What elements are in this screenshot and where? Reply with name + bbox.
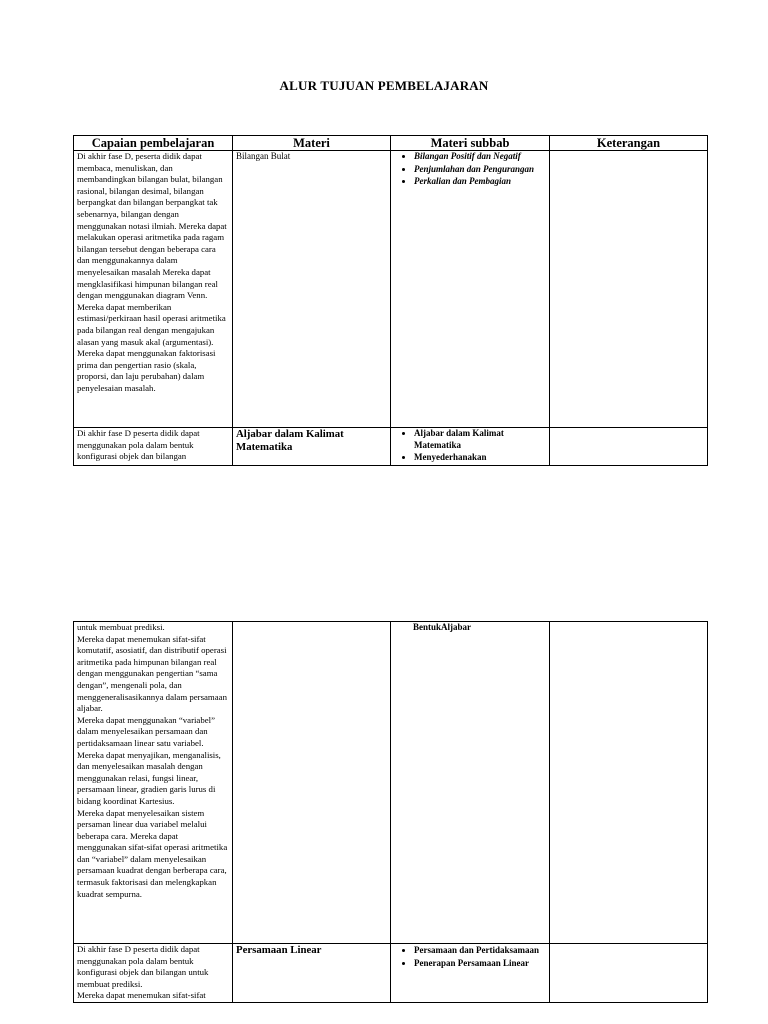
subbab-list <box>394 944 546 969</box>
table-row <box>74 428 708 466</box>
capaian-text: Di akhir fase D, peserta didik dapat membaca, menuliskan, dan membandingkan bilangan bulat, bilangan rasional, bilangan desimal, bilangan berpangkat dan bilangan berpangkat tak sebenarnya, bilangan dengan menggunakan notasi ilmiah. Mereka dapat melakukan operasi aritmetika pada ragam bilangan tersebut dengan beberapa cara dan menggunakannya dalam menyelesaikan masalah Mereka dapat mengklasifikasi himpunan bilangan real dengan menggunakan diagram Venn. Mereka dapat memberikan estimasi/perkiraan hasil operasi aritmetika pada bilangan real dengan mengajukan alasan yang masuk akal (argumentasi). Mereka dapat menggunakan faktorisasi prima dan pengertian rasio (skala, proporsi, dan laju perubahan) dalam penyelesaian masalah. <box>77 151 227 393</box>
table-row <box>74 151 708 428</box>
learning-objectives-table-part-2 <box>73 621 708 1003</box>
list-item: • Penjumlahan dan Pengurangan <box>414 164 546 176</box>
capaian-cell: Di akhir fase D peserta didik dapat menggunakan pola dalam bentuk konfigurasi objek dan bilangan <box>74 428 233 466</box>
header-capaian: Capaian pembelajaran <box>74 136 233 151</box>
list-item: • Penerapan Persamaan Linear <box>414 958 546 970</box>
subbab-list <box>394 151 546 188</box>
materi-cell: Bilangan Bulat <box>233 151 391 428</box>
keterangan-cell <box>550 151 708 428</box>
materi-cell: Aljabar dalam Kalimat Matematika <box>233 428 391 466</box>
capaian-cell <box>74 622 233 944</box>
learning-objectives-table-part-1 <box>73 135 708 466</box>
capaian-cell <box>74 151 233 428</box>
subbab-cell <box>391 944 550 1003</box>
keterangan-cell <box>550 944 708 1003</box>
subbab-cell <box>391 151 550 428</box>
document-title: ALUR TUJUAN PEMBELAJARAN <box>279 78 489 93</box>
list-item: • Persamaan dan Pertidaksamaan <box>414 945 546 957</box>
materi-cell <box>233 622 391 944</box>
subbab-list <box>394 428 546 464</box>
subbab-cell <box>391 428 550 466</box>
keterangan-cell <box>550 622 708 944</box>
list-item: • Bilangan Positif dan Negatif <box>414 151 546 163</box>
header-materi-subbab: Materi subbab <box>391 136 550 151</box>
subbab-cell <box>391 622 550 944</box>
capaian-text: Di akhir fase D peserta didik dapat menggunakan pola dalam bentuk konfigurasi objek dan bilangan untuk membuat prediksi. Mereka dapat menemukan sifat-sifat <box>77 944 209 1001</box>
materi-cell: Persamaan Linear <box>233 944 391 1003</box>
keterangan-cell <box>550 428 708 466</box>
header-keterangan: Keterangan <box>550 136 708 151</box>
table-row <box>74 622 708 944</box>
table-row <box>74 944 708 1003</box>
list-item: • Aljabar dalam Kalimat Matematika <box>414 428 546 451</box>
list-item: • Perkalian dan Pembagian <box>414 176 546 188</box>
subbab-continued: BentukAljabar <box>413 622 472 632</box>
list-item: • Menyederhanakan <box>414 452 546 464</box>
capaian-cell <box>74 944 233 1003</box>
table-header-row <box>74 136 708 151</box>
capaian-text: untuk membuat prediksi. Mereka dapat menemukan sifat-sifat komutatif, asosiatif, dan distributif operasi aritmetika pada himpunan bilangan real dengan menggunakan pengertian “sama dengan”, mengenali pola, dan menggeneralisasikannya dalam persamaan aljabar. Mereka dapat menggunakan “variabel” dalam menyelesaikan persamaan dan pertidaksamaan linear satu variabel. Mereka dapat menyajikan, menganalisis, dan menyelesaikan masalah dengan menggunakan relasi, fungsi linear, persamaan linear, gradien garis lurus di bidang koordinat Kartesius. Mereka dapat menyelesaikan sistem persaman linear dua variabel melalui beberapa cara. Mereka dapat menggunakan sifat-sifat operasi aritmetika dan “variabel” dalam menyelesaikan persamaan kuadrat dengan berberapa cara, termasuk faktorisasi dan melengkapkan kuadrat sempurna. <box>77 622 228 899</box>
header-materi: Materi <box>233 136 391 151</box>
